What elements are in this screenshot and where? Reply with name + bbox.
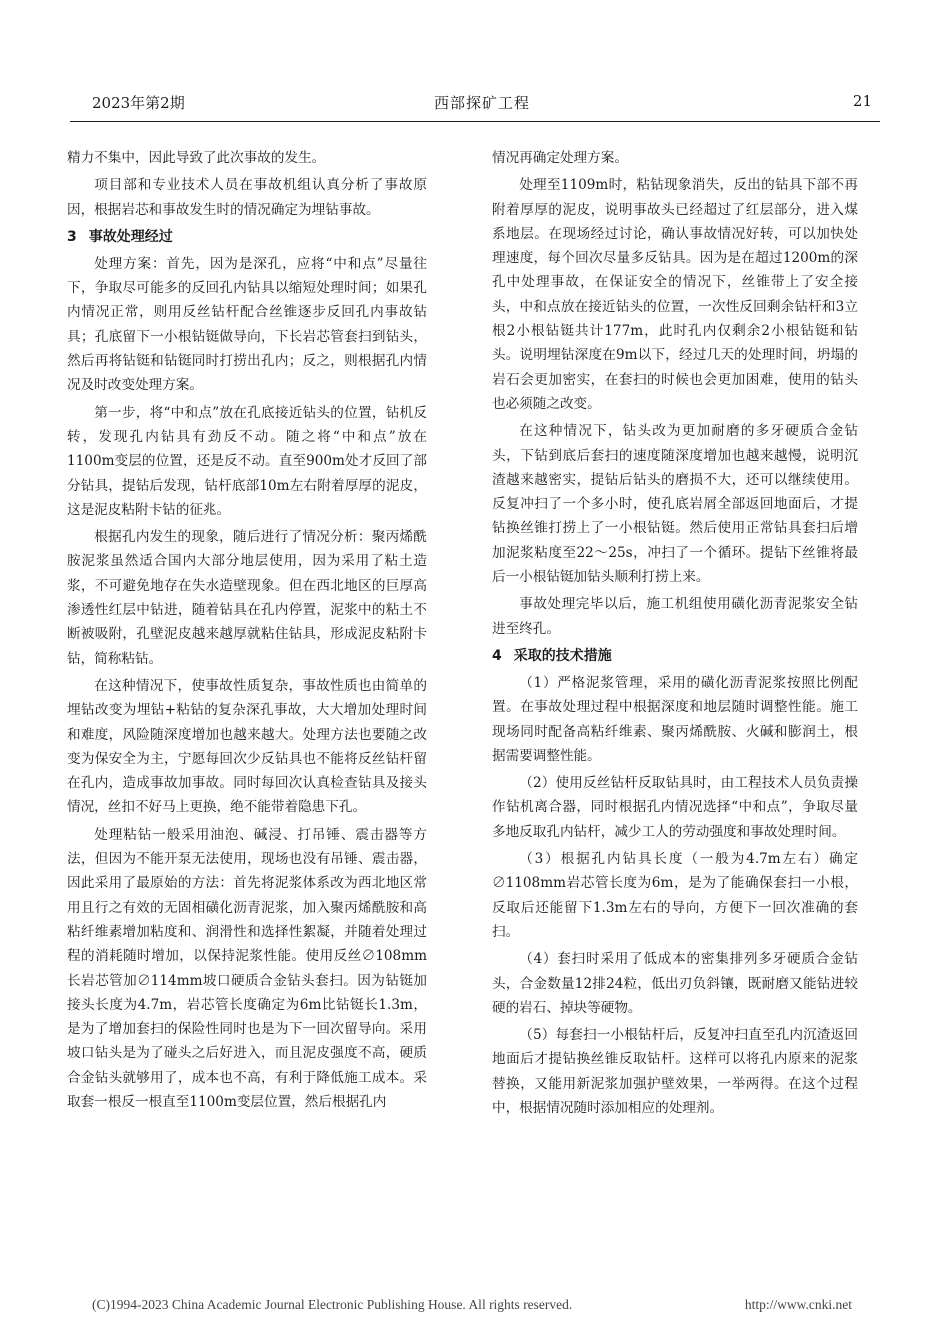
paragraph: 处理粘钻一般采用油泡、碱浸、打吊锤、震击器等方法，但因为不能开泵无法使用，现场也没有吊锤、震击器，因此采用了最原始的方法：首先将泥浆体系改为西北地区常用且行之有效的无固相磺化沥青泥浆，加入聚丙烯酰胺和高粘纤维素增加粘度和、润滑性和选择性絮凝，并随着处理过程的消耗随时增加，以保持泥浆性能。使用反丝∅108mm长岩芯管加∅114mm坡口硬质合金钻头套扫。因为钻铤加接头长度为4.7m，岩芯管长度确定为6m比钻铤长1.3m，是为了增加套扫的保险性同时也是为下一回次留导向。采用坡口钻头是为了碰头之后好进入，而且泥皮强度不高，硬质合金钻头就够用了，成本也不高，有利于降低施工成本。采取套一根反一根直至1100m变层位置，然后根据孔内 <box>67 826 427 1110</box>
section-number: 4 <box>492 647 502 664</box>
page-number: 21 <box>852 92 872 110</box>
right-column <box>492 146 858 1123</box>
measure-item: （4）套扫时采用了低成本的密集排列多牙硬质合金钻头，合金数量12排24粒，低出刃负斜镶，既耐磨又能钻进较硬的岩石、掉块等硬物。 <box>492 951 858 1016</box>
measure-item: （1）严格泥浆管理，采用的磺化沥青泥浆按照比例配置。在事故处理过程中根据深度和地层随时调整性能。施工现场同时配备高粘纤维素、聚丙烯酰胺、火碱和膨润土，根据需要调整性能。 <box>492 674 858 764</box>
header-rule <box>70 121 880 122</box>
section-title: 采取的技术措施 <box>513 647 612 664</box>
measure-item: （2）使用反丝钻杆反取钻具时，由工程技术人员负责操作钻机离合器，同时根据孔内情况选择“中和点”，争取尽量多地反取孔内钻杆，减少工人的劳动强度和事故处理时间。 <box>492 775 858 840</box>
section-heading <box>67 225 427 249</box>
left-column <box>67 146 427 1117</box>
paragraph: 处理方案：首先，因为是深孔，应将“中和点”尽量往下，争取尽可能多的反回孔内钻具以缩短处理时间；如果孔内情况正常，则用反丝钻杆配合丝锥逐步反回孔内事故钻具；孔底留下一小根钻铤做导向，下长岩芯管套扫到钻头，然后再将钻铤和钻铤同时打捞出孔内；反之，则根据孔内情况及时改变处理方案。 <box>67 255 427 394</box>
paragraph: 项目部和专业技术人员在事故机组认真分析了事故原因，根据岩芯和事故发生时的情况确定为埋钻事故。 <box>67 177 427 218</box>
paragraph: 精力不集中，因此导致了此次事故的发生。 <box>67 150 326 166</box>
paragraph: 第一步，将“中和点”放在孔底接近钻头的位置，钻机反转，发现孔内钻具有劲反不动。随之将“中和点”放在1100m变层的位置，还是反不动。直至900m处才反回了部分钻具，提钻后发现，钻杆底部10m左右附着厚厚的泥皮，这是泥皮粘附卡钻的征兆。 <box>67 404 427 518</box>
copyright-footer <box>92 1297 852 1313</box>
paragraph: 处理至1109m时，粘钻现象消失，反出的钻具下部不再附着厚厚的泥皮，说明事故头已经超过了红层部分，进入煤系地层。在现场经过讨论，确认事故情况好转，可以加快处理速度，每个回次尽量多反钻具。因为是在超过1200m的深孔中处理事故，在保证安全的情况下，丝锥带上了安全接头，中和点放在接近钻头的位置，一次性反回剩余钻杆和3立根2小根钻铤共计177m，此时孔内仅剩余2小根钻铤和钻头。说明埋钻深度在9m以下，经过几天的处理时间，坍塌的岩石会更加密实，在套扫的时候也会更加困难，使用的钻头也必须随之改变。 <box>492 177 858 412</box>
paragraph: 根据孔内发生的现象，随后进行了情况分析：聚丙烯酰胺泥浆虽然适合国内大部分地层使用，因为采用了粘土造浆，不可避免地存在失水造壁现象。但在西北地区的巨厚高渗透性红层中钻进，随着钻具在孔内停置，泥浆中的粘土不断被吸附，孔壁泥皮越来越厚就粘住钻具，形成泥皮粘附卡钻，简称粘钻。 <box>67 529 427 667</box>
running-header <box>92 92 872 118</box>
measure-item: （5）每套扫一小根钻杆后，反复冲扫直至孔内沉渣返回地面后才提钻换丝锥反取钻杆。这样可以将孔内原来的泥浆替换，又能用新泥浆加强护壁效果，一举两得。在这个过程中，根据情况随时添加相应的处理剂。 <box>492 1027 858 1116</box>
journal-issue: 2023年第2期 <box>92 94 185 112</box>
paragraph: 情况再确定处理方案。 <box>492 150 628 166</box>
paragraph: 在这种情况下，钻头改为更加耐磨的多牙硬质合金钻头，下钻到底后套扫的速度随深度增加也越来越慢，说明沉渣越来越密实，提钻后钻头的磨损不大，还可以继续使用。反复冲扫了一个多小时，使孔底岩屑全部返回地面后，才提钻换丝锥打捞上了一小根钻铤。然后使用正常钻具套扫后增加泥浆粘度至22～25s，冲扫了一个循环。提钻下丝锥将最后一小根钻铤加钻头顺利打捞上来。 <box>492 423 858 586</box>
section-number: 3 <box>67 228 77 245</box>
section-title: 事故处理经过 <box>88 228 173 245</box>
copyright-text: (C)1994-2023 China Academic Journal Electronic Publishing House. All rights reserved. <box>92 1297 573 1312</box>
section-heading <box>492 644 858 668</box>
journal-title: 西部探矿工程 <box>433 94 530 112</box>
footer-link[interactable]: http://www.cnki.net <box>744 1297 852 1312</box>
measure-item: （3）根据孔内钻具长度（一般为4.7m左右）确定∅1108mm岩芯管长度为6m，是为了能确保套扫一小根，反取后还能留下1.3m左右的导向，方便下一回次准确的套扫。 <box>492 851 858 940</box>
paragraph: 在这种情况下，使事故性质复杂，事故性质也由简单的埋钻改变为埋钻+粘钻的复杂深孔事故，大大增加处理时间和难度，风险随深度增加也越来越大。处理方法也要随之改变为保安全为主，宁愿每回次少反钻具也不能将反丝钻杆留在孔内，造成事故加事故。同时每回次认真检查钻具及接头情况，丝扣不好马上更换，绝不能带着隐患下孔。 <box>67 677 427 816</box>
paragraph: 事故处理完毕以后，施工机组使用磺化沥青泥浆安全钻进至终孔。 <box>492 596 858 637</box>
